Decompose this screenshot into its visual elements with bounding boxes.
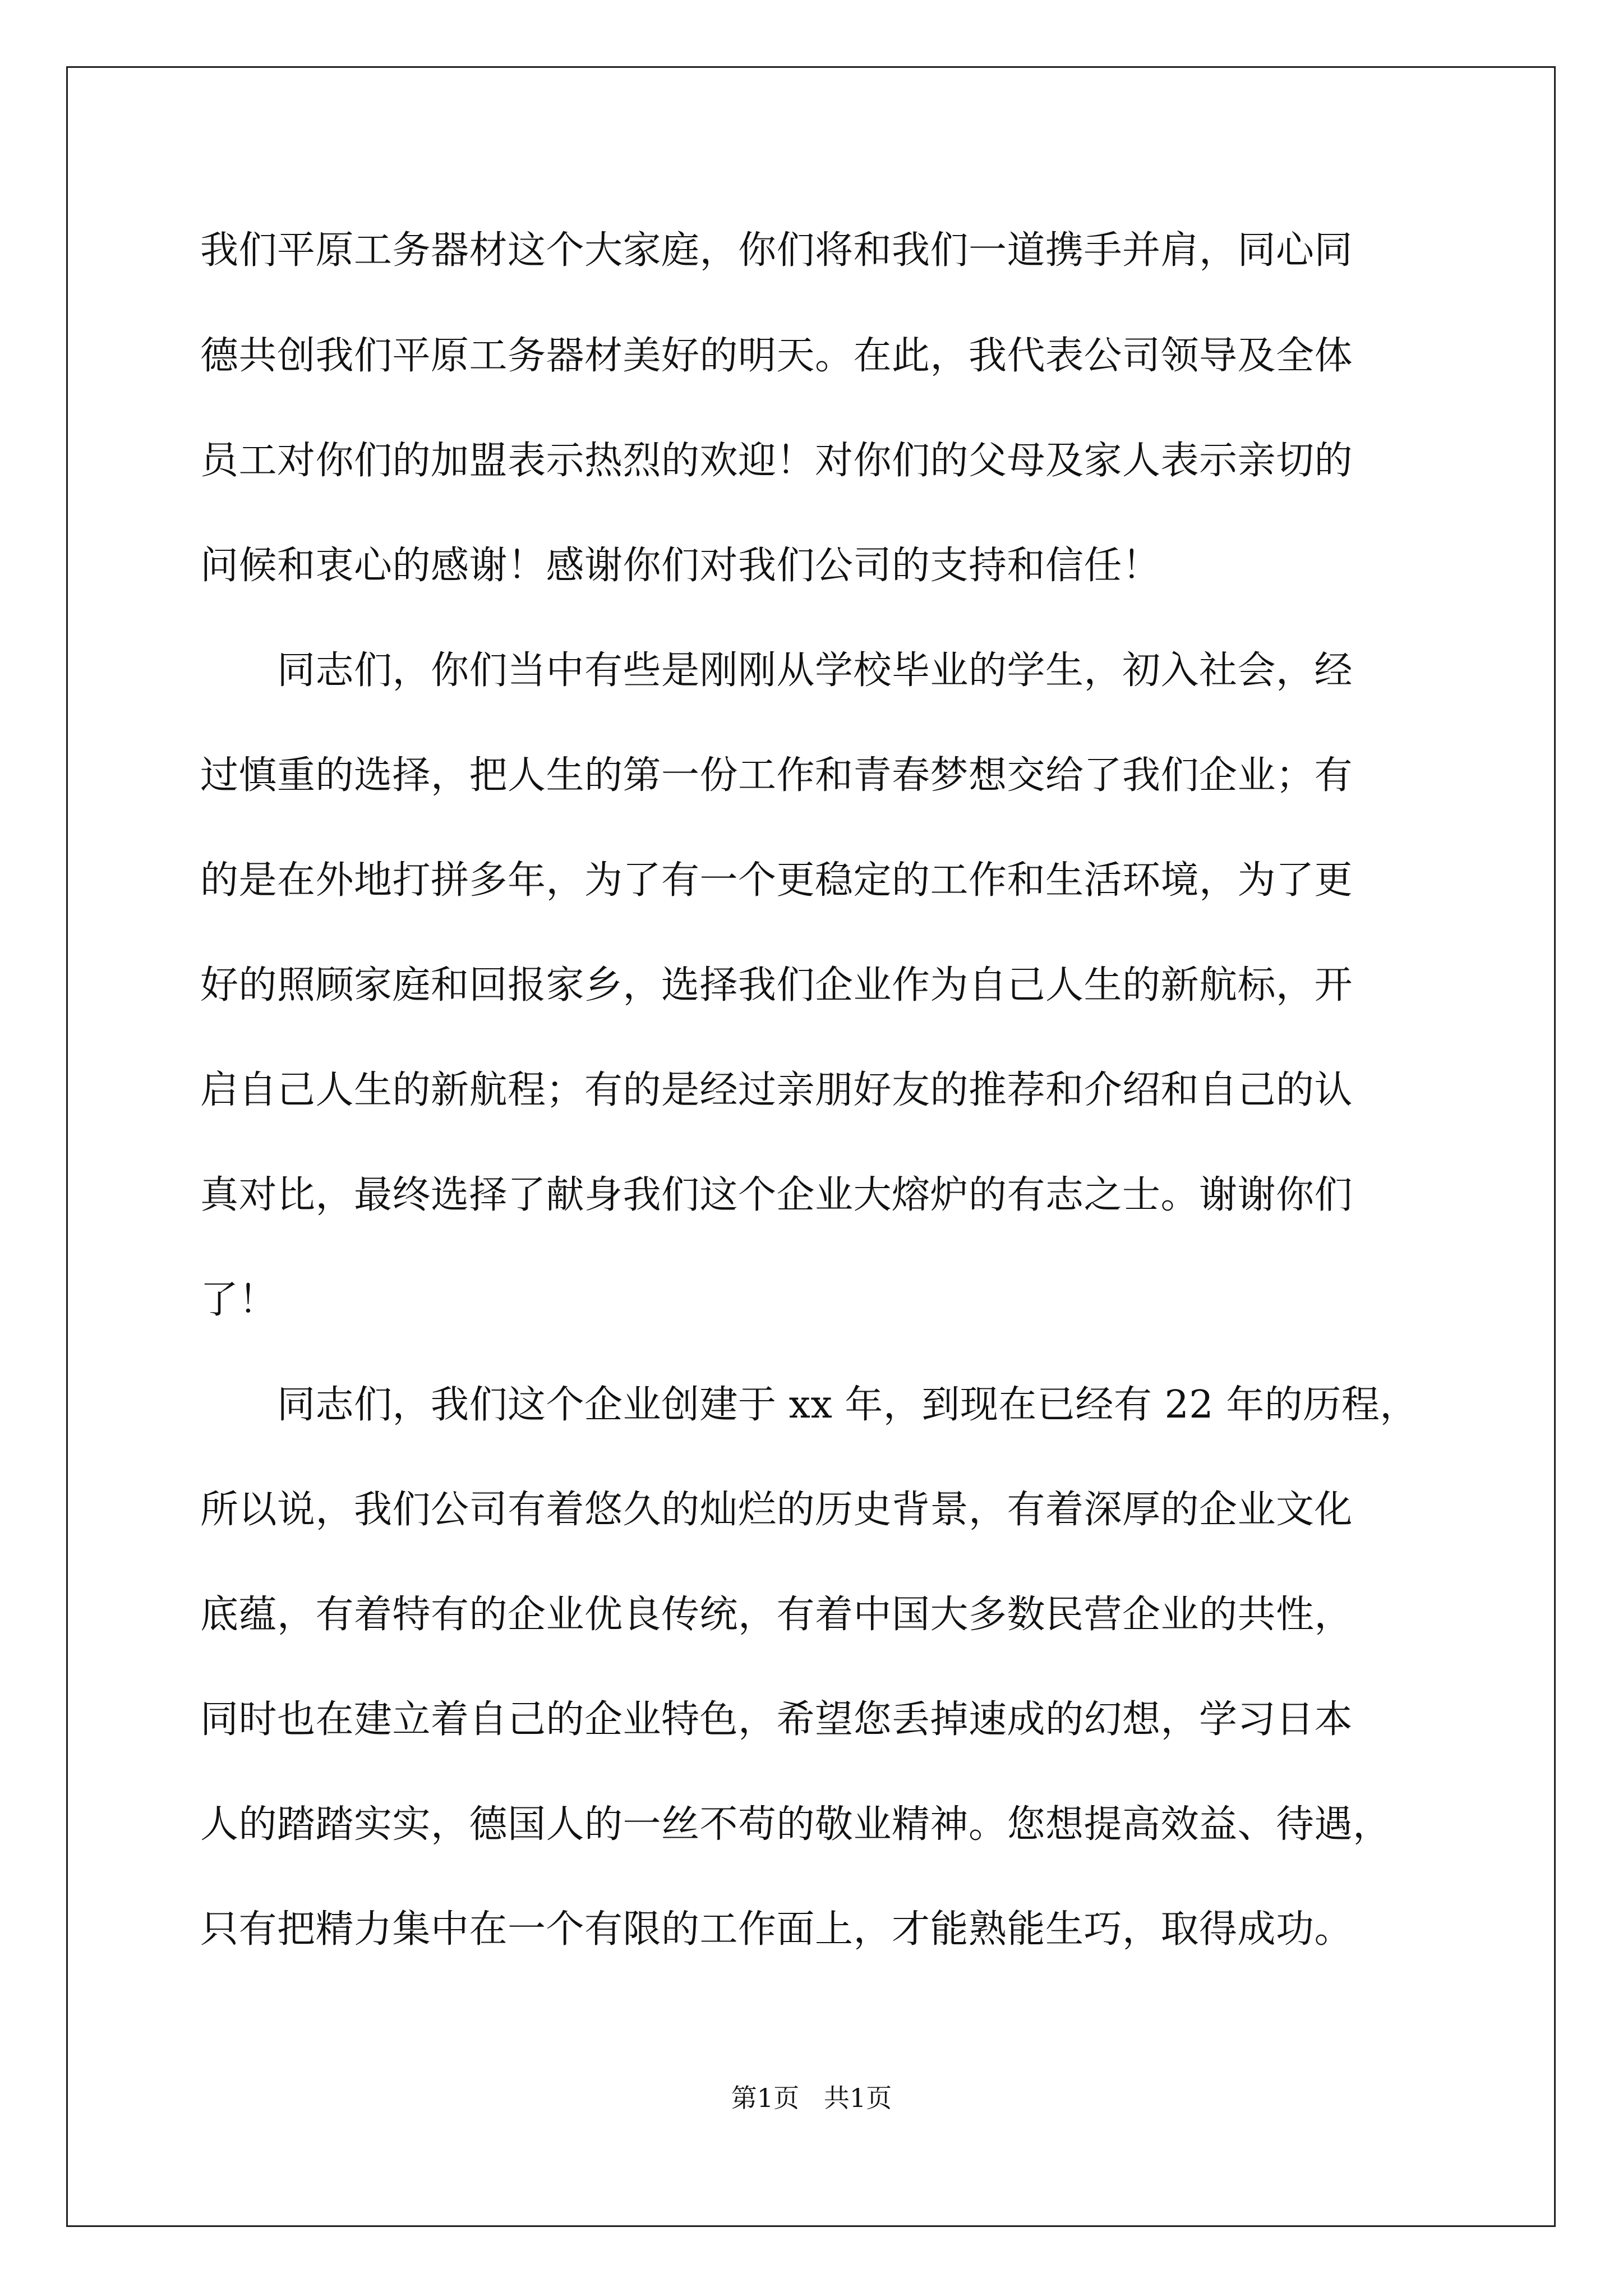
body-line-14: 底蕴，有着特有的企业优良传统，有着中国大多数民营企业的共性， [200, 1593, 1353, 1637]
body-line-16: 人的踏踏实实，德国人的一丝不苟的敬业精神。您想提高效益、待遇， [200, 1802, 1391, 1847]
body-line-1: 我们平原工务器材这个大家庭，你们将和我们一道携手并肩，同心同 [200, 228, 1353, 273]
page-footer: 第1页 共1页 [731, 2083, 892, 2113]
body-line-3: 员工对你们的加盟表示热烈的欢迎！对你们的父母及家人表示亲切的 [200, 439, 1353, 483]
body-line-2: 德共创我们平原工务器材美好的明天。在此，我代表公司领导及全体 [200, 334, 1353, 378]
body-line-7: 的是在外地打拼多年，为了有一个更稳定的工作和生活环境，为了更 [200, 858, 1353, 903]
body-line-13: 所以说，我们公司有着悠久的灿烂的历史背景，有着深厚的企业文化 [200, 1488, 1353, 1532]
body-line-9: 启自己人生的新航程；有的是经过亲朋好友的推荐和介绍和自己的认 [200, 1068, 1353, 1112]
body-line-8: 好的照顾家庭和回报家乡，选择我们企业作为自己人生的新航标，开 [200, 963, 1353, 1007]
body-line-5: 同志们，你们当中有些是刚刚从学校毕业的学生，初入社会，经 [200, 648, 1353, 693]
body-line-4: 问候和衷心的感谢！感谢你们对我们公司的支持和信任！ [200, 544, 1161, 588]
body-line-6: 过慎重的选择，把人生的第一份工作和青春梦想交给了我们企业；有 [200, 753, 1353, 798]
body-line-11: 了！ [200, 1278, 278, 1322]
body-line-17: 只有把精力集中在一个有限的工作面上，才能熟能生巧，取得成功。 [200, 1907, 1353, 1952]
body-line-10: 真对比，最终选择了献身我们这个企业大熔炉的有志之士。谢谢你们 [200, 1173, 1353, 1217]
body-line-15: 同时也在建立着自己的企业特色，希望您丢掉速成的幻想，学习日本 [200, 1697, 1353, 1742]
body-line-12: 同志们，我们这个企业创建于 xx 年，到现在已经有 22 年的历程， [200, 1383, 1418, 1427]
